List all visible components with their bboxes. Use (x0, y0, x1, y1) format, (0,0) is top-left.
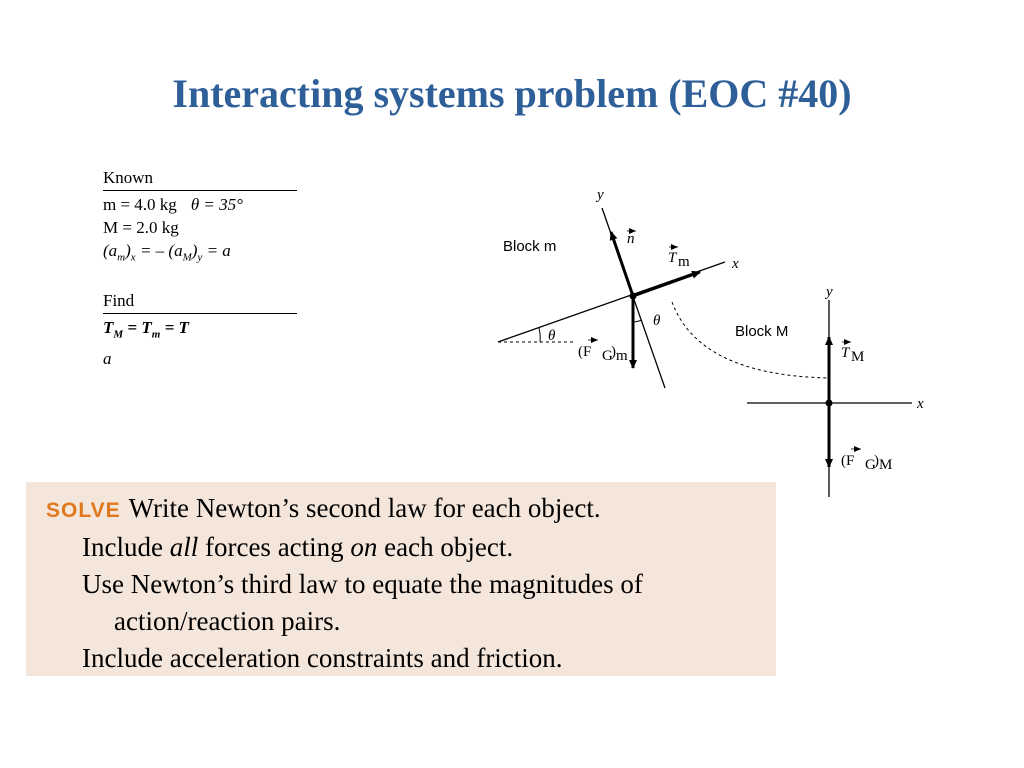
block-M-y-label: y (826, 284, 833, 300)
tension-m-label (668, 247, 690, 270)
svg-text:(F: (F (841, 453, 855, 469)
svg-text:): ) (611, 344, 616, 360)
known-theta: θ = 35° (190, 195, 243, 214)
theta-label-incline: θ (548, 328, 556, 344)
slide-title: Interacting systems problem (EOC #40) (172, 71, 852, 116)
normal-force-label: n (627, 231, 635, 247)
svg-text:T: T (841, 345, 850, 361)
svg-text:): ) (874, 453, 879, 469)
block-M-x-label: x (917, 396, 924, 412)
theta-arc-incline (539, 328, 540, 342)
tension-M-label (841, 342, 864, 365)
svg-text:m: m (616, 348, 628, 364)
rope-dashed-path (672, 302, 829, 378)
known-constraint: $(a_m)_x$ = – $(a_M)_y = a$ (103, 241, 231, 264)
free-body-diagram (490, 175, 950, 505)
svg-text:G: G (602, 348, 613, 364)
block-m-y-label: y (597, 187, 604, 203)
gravity-m-label (578, 340, 628, 364)
solve-tag: SOLVE (46, 499, 121, 522)
solve-line-1: SOLVE Write Newton’s second law for each object. (46, 493, 601, 523)
known-m: m = 4.0 kg (103, 195, 177, 214)
gravity-M-label (841, 449, 892, 473)
solve-line-5: Include acceleration constraints and friction. (82, 643, 563, 673)
known-mass-theta (103, 193, 297, 216)
block-M-label: Block M (735, 323, 789, 340)
block-M-origin (826, 400, 833, 407)
find-heading: Find (103, 289, 297, 314)
svg-text:M: M (879, 457, 893, 473)
solve-box (26, 482, 776, 676)
tension-m-arrow (633, 272, 700, 296)
find-tension: $T_M = T_m = T$ (103, 318, 189, 341)
known-heading: Known (103, 166, 297, 191)
block-m-origin (630, 293, 637, 300)
find-acceleration: a (103, 348, 112, 368)
solve-line-4: action/reaction pairs. (114, 606, 341, 636)
theta-label-gravity: θ (653, 313, 661, 329)
svg-text:T: T (668, 250, 677, 266)
svg-text:G: G (865, 457, 876, 473)
known-M: M = 2.0 kg (103, 218, 179, 237)
block-m-x-label: x (732, 256, 739, 272)
svg-text:M: M (851, 349, 865, 365)
known-find-panel (103, 166, 297, 370)
svg-text:m: m (678, 254, 690, 270)
block-m-label: Block m (503, 238, 557, 255)
svg-text:(F: (F (578, 344, 592, 360)
solve-line-2: Include all forces acting on each object. (82, 532, 514, 562)
solve-line-3: Use Newton’s third law to equate the magnitudes of (82, 569, 643, 599)
